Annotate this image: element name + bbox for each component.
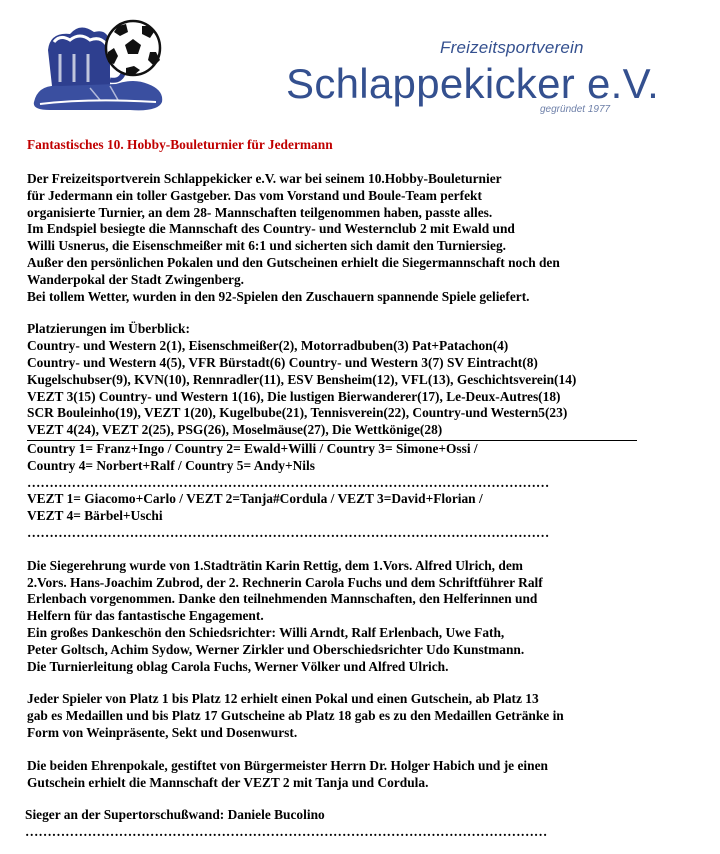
text-line: Erlenbach vorgenommen. Danke den teilnehmenden Mannschaften, den Helferinnen und [27, 591, 538, 607]
text-line: Die Siegerehrung wurde von 1.Stadträtin Karin Rettig, dem 1.Vors. Alfred Ulrich, dem [27, 557, 523, 573]
text-line: Die beiden Ehrenpokale, gestiftet von Bürgermeister Herrn Dr. Holger Habich und je einen [27, 757, 548, 773]
text-line: Im Endspiel besiegte die Mannschaft des Country- und Westernclub 2 mit Ewald und [27, 221, 515, 237]
dotted-separator: ……………………………………………………………………………………………………… [27, 474, 550, 490]
supertor-winner: Sieger an der Supertorschußwand: Daniele Bucolino [25, 807, 325, 823]
text-line: Country- und Western 2(1), Eisenschmeißer(2), Motorradbuben(3) Pat+Patachon(4) [27, 338, 509, 354]
text-line: VEZT 4(24), VEZT 2(25), PSG(26), Moselmäuse(27), Die Wettkönige(28) [27, 422, 443, 438]
text-line: Country 1= Franz+Ingo / Country 2= Ewald+Willi / Country 3= Simone+Ossi / [27, 440, 478, 456]
dotted-separator: ……………………………………………………………………………………………………… [25, 824, 548, 840]
text-line: Bei tollem Wetter, wurden in den 92-Spielen den Zuschauern spannende Spiele geliefert. [27, 288, 530, 304]
club-logo-icon [30, 12, 170, 117]
text-line: Außer den persönlichen Pokalen und den Gutscheinen erhielt die Siegermannschaft noch den [27, 254, 560, 270]
text-line: organisierte Turnier, an dem 28- Mannschaften teilgenommen haben, passte alles. [27, 204, 493, 220]
text-line: Gutschein erhielt die Mannschaft der VEZT 2 mit Tanja und Cordula. [27, 774, 429, 790]
dotted-separator: ……………………………………………………………………………………………………… [27, 524, 550, 540]
honors-paragraph [27, 758, 707, 792]
intro-paragraph [27, 171, 707, 305]
text-line: Country- und Western 4(5), VFR Bürstadt(6) Country- und Western 3(7) SV Eintracht(8) [27, 354, 538, 370]
text-line: Kugelschubser(9), KVN(10), Rennradler(11), ESV Bensheim(12), VFL(13), Geschichtsverein(14) [27, 371, 577, 387]
text-line: Ein großes Dankeschön den Schiedsrichter: Willi Arndt, Ralf Erlenbach, Uwe Fath, [27, 624, 505, 640]
article [27, 136, 707, 841]
text-line: Wanderpokal der Stadt Zwingenberg. [27, 271, 245, 287]
text-line: SCR Bouleinho(19), VEZT 1(20), Kugelbube(21), Tennisverein(22), Country-und Western5(23) [27, 405, 568, 421]
club-subtitle: Freizeitsportverein [440, 38, 584, 57]
text-line: Willi Usnerus, die Eisenschmeißer mit 6:1 und sicherten sich damit den Turniersieg. [27, 238, 506, 254]
ceremony-paragraph [27, 558, 707, 676]
soccer-ball-icon [106, 21, 160, 75]
text-line: gab es Medaillen und bis Platz 17 Gutscheine ab Platz 18 gab es zu den Medaillen Getränke in [27, 708, 564, 724]
club-name: Schlappekicker e.V. [286, 60, 660, 107]
vezt-teams [27, 491, 707, 525]
text-line: Jeder Spieler von Platz 1 bis Platz 12 erhielt einen Pokal und einen Gutschein, ab Platz 13 [27, 691, 539, 707]
text-line: Form von Weinpräsente, Sekt und Dosenwurst. [27, 724, 298, 740]
placements-heading: Platzierungen im Überblick: [27, 321, 190, 337]
country-teams [27, 441, 707, 475]
prizes-paragraph [27, 691, 707, 741]
text-line: Die Turnierleitung oblag Carola Fuchs, Werner Völker und Alfred Ulrich. [27, 658, 449, 674]
club-founded: gegründet 1977 [540, 104, 611, 115]
text-line: 2.Vors. Hans-Joachim Zubrod, der 2. Rechnerin Carola Fuchs und dem Schriftführer Ralf [27, 574, 543, 590]
text-line: VEZT 3(15) Country- und Western 1(16), Die lustigen Bierwanderer(17), Le-Deux-Autres(18) [27, 388, 561, 404]
text-line: VEZT 1= Giacomo+Carlo / VEZT 2=Tanja#Cordula / VEZT 3=David+Florian / [27, 491, 483, 507]
placements-list [27, 321, 707, 439]
text-line: Peter Goltsch, Achim Sydow, Werner Zirkler und Oberschiedsrichter Udo Kunstmann. [27, 641, 525, 657]
text-line: Country 4= Norbert+Ralf / Country 5= Andy+Nils [27, 457, 315, 473]
text-line: VEZT 4= Bärbel+Uschi [27, 508, 163, 524]
text-line: Der Freizeitsportverein Schlappekicker e.V. war bei seinem 10.Hobby-Bouleturnier [27, 171, 502, 186]
article-headline: Fantastisches 10. Hobby-Bouleturnier für Jedermann [27, 137, 333, 152]
text-line: für Jedermann ein toller Gastgeber. Das vom Vorstand und Boule-Team perfekt [27, 187, 482, 203]
text-line: Helfern für das fantastische Engagement. [27, 608, 264, 624]
